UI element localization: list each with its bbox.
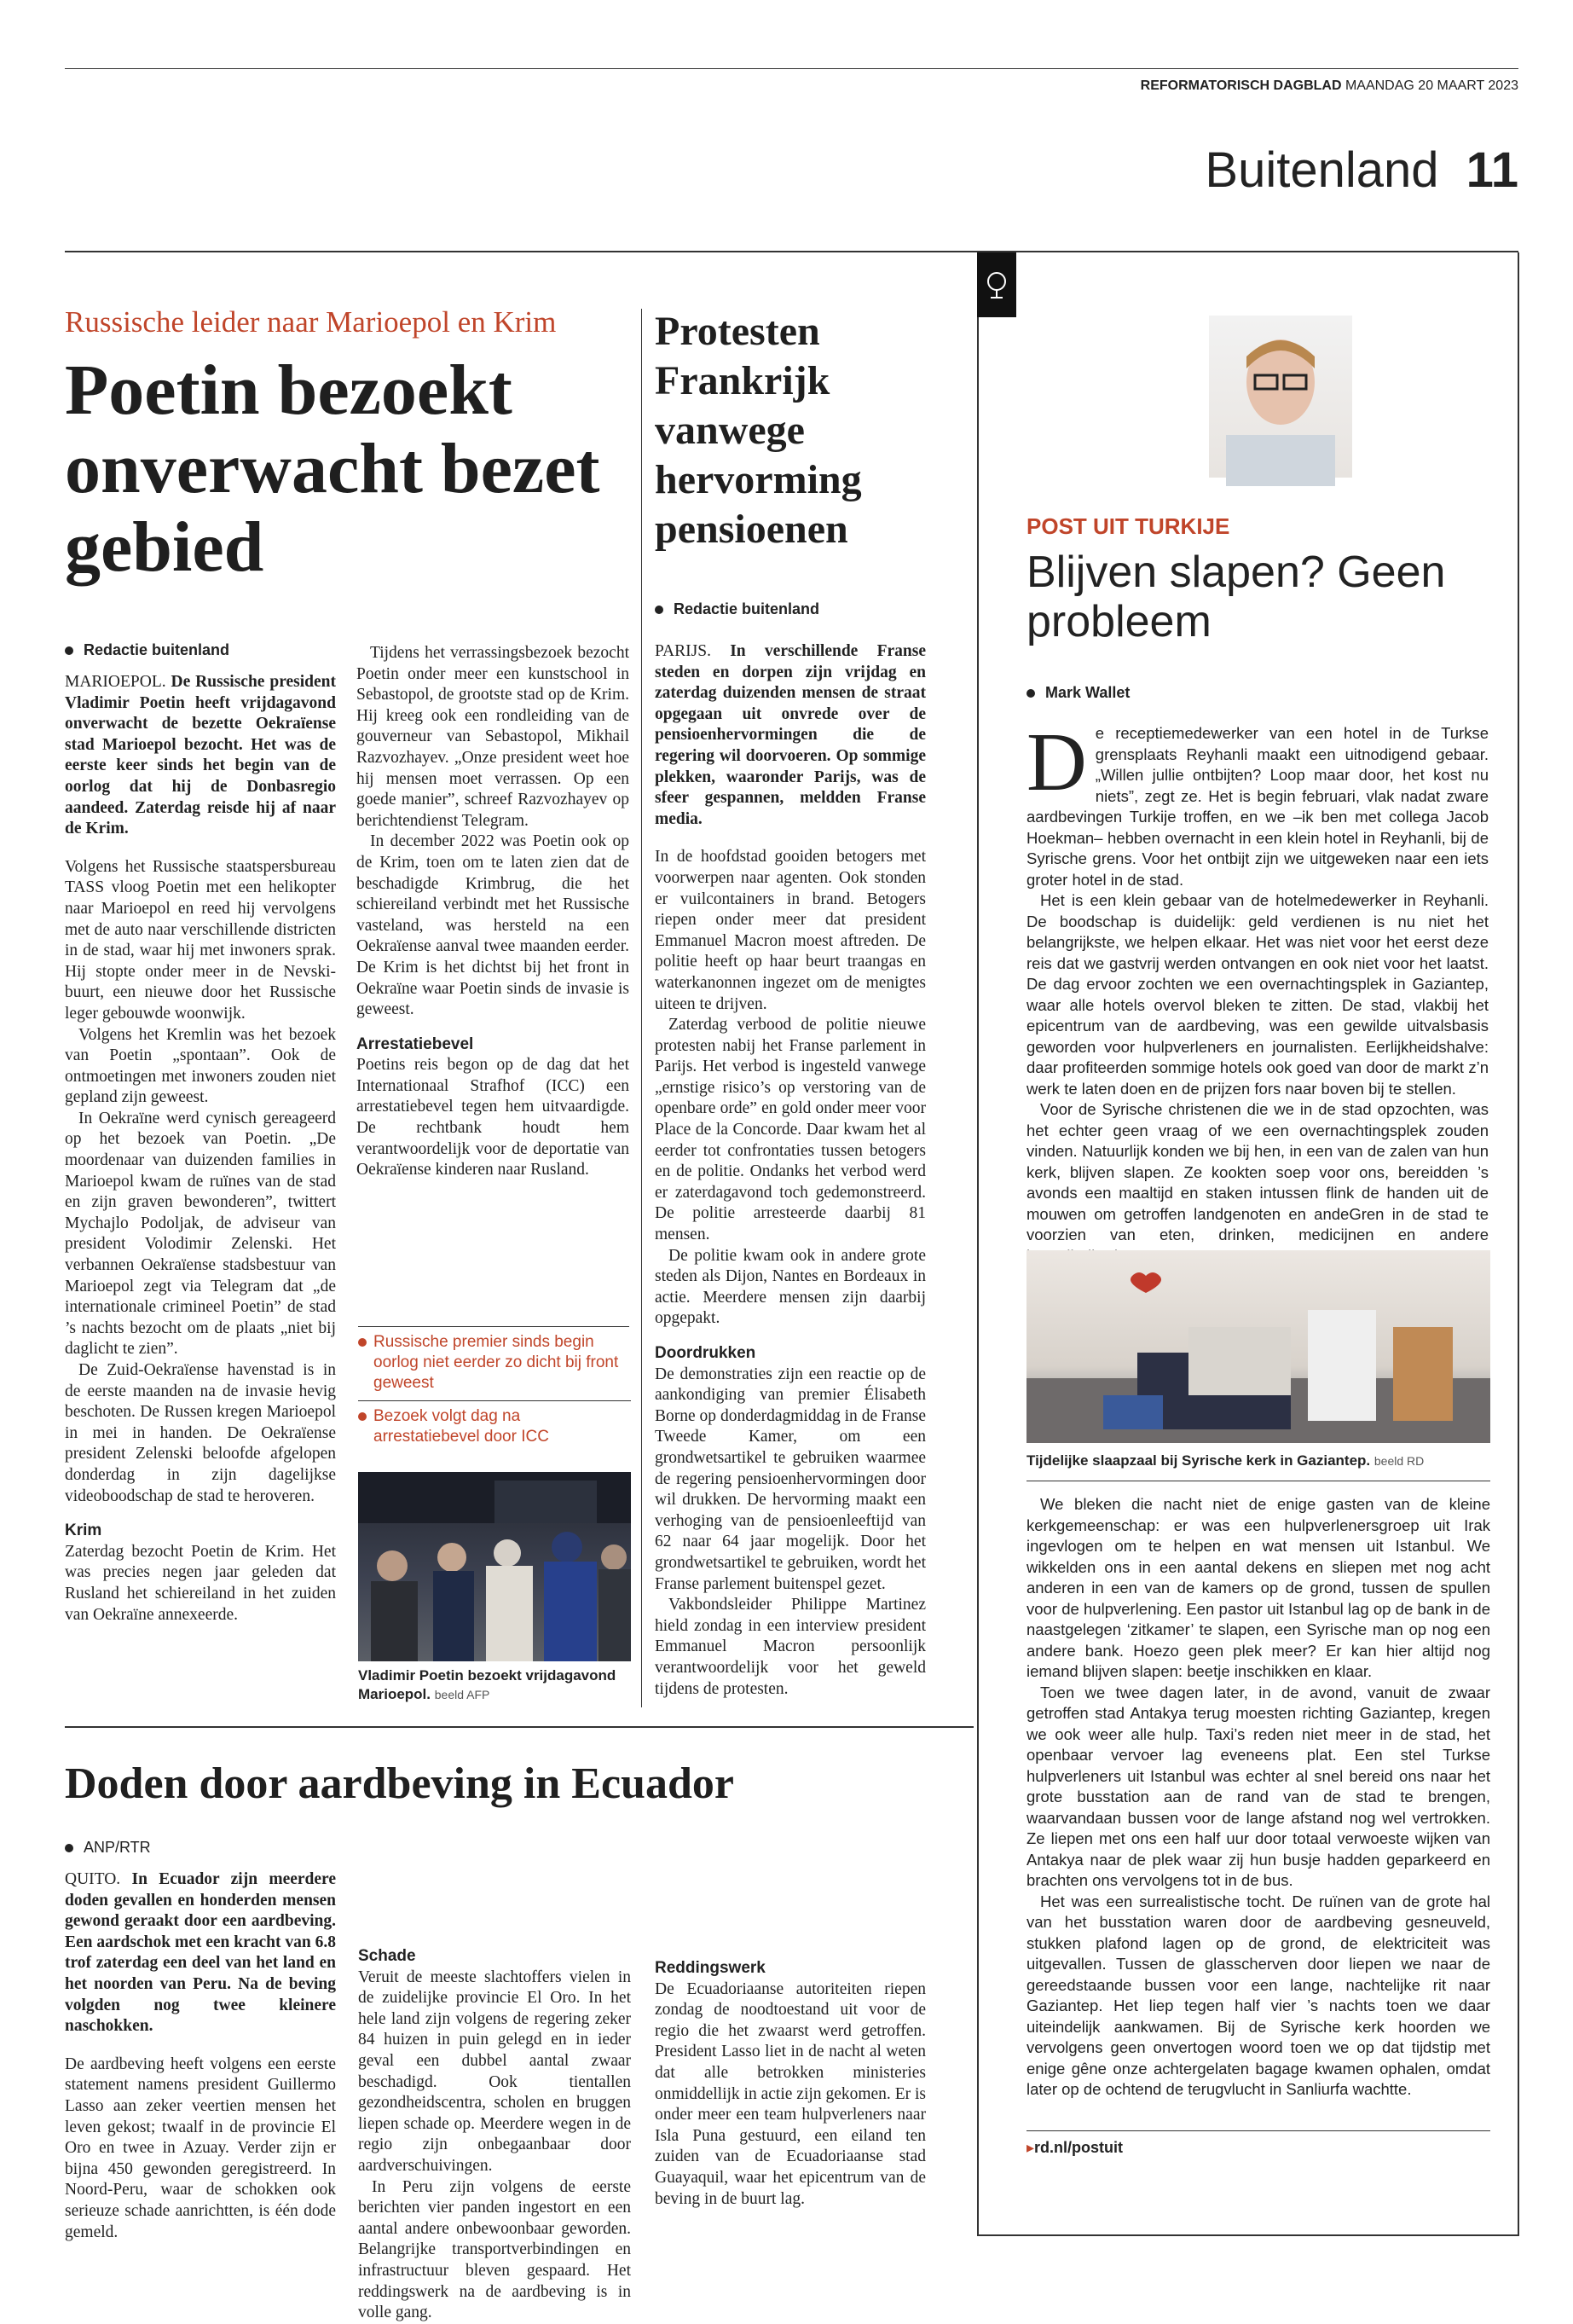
column-divider bbox=[641, 309, 642, 1707]
paper-name: REFORMATORISCH DAGBLAD bbox=[1140, 78, 1342, 93]
poetin-p5: Zaterdag bezocht Poetin de Krim. Het was precies negen jaar geleden dat Rusland het schiereiland in het zuiden van Oekraïne annexeerde. bbox=[65, 1542, 336, 1624]
poetin-col1 bbox=[65, 672, 336, 1626]
author-portrait bbox=[1209, 316, 1352, 478]
column-p1: e receptiemedewerker van een hotel in de Turkse grensplaats Reyhanli maakt een uitnodigend gebaar. „Willen jullie ontbijten? Loop maar door, het kost nu niets”, zegt ze. Het is begin februari, vlak nadat zware aardbevingen Turkije troffen, en we –ik ben met collega Jacob Hoekman– hebben overnacht in een klein hotel in Reyhanli, bij de Syrische grens. Voor het ontbijt zijn we uitgeweken naar een iets groter hotel in de stad. bbox=[1026, 724, 1489, 889]
poetin-p4: De Zuid-Oekraïense havenstad is in de eerste maanden na de invasie hevig beschoten. De Russen kregen Marioepol in mei in handen. De Oekraïense president Zelenski beloofde afgelopen donderdag in zijn dagelijkse videoboodschap de stad te heroveren. bbox=[65, 1361, 336, 1505]
globe-icon bbox=[977, 252, 1016, 317]
page-number: 11 bbox=[1466, 142, 1518, 198]
ecuador-sub2: Reddingswerk bbox=[655, 1959, 766, 1977]
frankrijk-dateline: PARIJS. bbox=[655, 642, 711, 660]
poetin-byline bbox=[65, 641, 229, 659]
column-body-bottom bbox=[1026, 1494, 1490, 2101]
frankrijk-headline: Protesten Frankrijk vanwege hervorming pensioenen bbox=[655, 309, 862, 552]
link-rule bbox=[1026, 2130, 1490, 2131]
column-dropcap: D bbox=[1026, 716, 1087, 808]
ecuador-col2 bbox=[358, 1875, 631, 2324]
paper-date: MAANDAG 20 MAART 2023 bbox=[1345, 78, 1518, 93]
poetin-lead: De Russische president Vladimir Poetin heeft vrijdagavond onverwacht de bezette Oekraïense stad Marioepol bezocht. Het was de eerste keer sinds het begin van de oorlog dat hij de Donbasregio aandeed. Zaterdag reisde hij af naar de Krim. bbox=[65, 673, 336, 838]
poetin-p1: Volgens het Russische staatspersbureau TASS vloog Poetin met een helikopter naar Marioepol en reed hij vervolgens met de auto naar verschillende districten in de stad, waar hij met inwoners sprak. Hij stopte onder meer in de Nevski-buurt, een nieuwe door het Russische leger gebouwde woonwijk. bbox=[65, 857, 336, 1023]
poetin-headline: Poetin bezoekt onverwacht bezet gebied bbox=[65, 351, 600, 587]
poetin-caption bbox=[358, 1666, 631, 1704]
ecuador-byline-text: ANP/RTR bbox=[84, 1839, 151, 1856]
column-photo-scene bbox=[1026, 1250, 1490, 1443]
highlight-dot bbox=[358, 1412, 367, 1421]
column-byline-text: Mark Wallet bbox=[1045, 684, 1131, 701]
frankrijk-byline bbox=[655, 600, 819, 618]
poetin-p7: In december 2022 was Poetin ook op de Krim, toen om te laten zien dat de beschadigde Krimbrug, die het schiereiland verbindt met het Russische vasteland, was hersteld na een Oekraïense aanval twee maanden eerder. De Krim is het dichtst bij het front in Oekraïne waar Poetin sinds de invasie is geweest. bbox=[356, 832, 629, 1019]
highlight-text: Bezoek volgt dag na arrestatiebevel door ICC bbox=[373, 1407, 549, 1446]
frankrijk-p2: Zaterdag verbood de politie nieuwe protesten nabij het Franse parlement in Parijs. Het verbod is ingesteld vanwege „ernstige risico’s op verstoring van de openbare orde” en gold onder meer voor Place de la Concorde. Daar kwam het al eerder tot confrontaties tussen betogers en de politie. Ondanks het verbod werd er zaterdagavond toch gedemonstreerd. De politie arresteerde daarbij 81 mensen. bbox=[655, 1016, 926, 1244]
column-photo-credit: beeld RD bbox=[1373, 1454, 1425, 1468]
ecuador-headline: Doden door aardbeving in Ecuador bbox=[65, 1759, 734, 1808]
ecuador-p1: De aardbeving heeft volgens een eerste statement namens president Guillermo Lasso aan zeker veertien mensen het leven gekost; twaalf in de provincie El Oro en twee in Azuay. Verder zijn er bijna 450 gewonden geregistreerd. In Noord-Peru, waar de schokken ook serieuze schade aanrichtten, is één dode gemeld. bbox=[65, 2055, 336, 2241]
column-caption bbox=[1026, 1452, 1490, 1470]
frankrijk-p3: De politie kwam ook in andere grote steden als Dijon, Nantes en Bordeaux in actie. Meerdere mensen zijn daarbij opgepakt. bbox=[655, 1246, 926, 1328]
column-link-text[interactable]: rd.nl/postuit bbox=[1034, 2139, 1124, 2156]
poetin-caption-text: Vladimir Poetin bezoekt vrijdagavond Marioepol. bbox=[358, 1667, 616, 1702]
top-rule bbox=[65, 68, 1518, 69]
column-caption-text: Tijdelijke slaapzaal bij Syrische kerk in Gaziantep. bbox=[1026, 1452, 1371, 1469]
column-body-top bbox=[1026, 716, 1489, 1243]
poetin-p6: Tijdens het verrassingsbezoek bezocht Poetin onder meer een kunstschool in Sebastopol, de grootste stad op de Krim. Hij kreeg ook een rondleiding van de gouverneur van Sebastopol, Mikhail Razvozhayev. „Onze president weet hoe hij mensen moet verrassen. Op een goede manier”, schreef Razvozhayev op berichtendienst Telegram. bbox=[356, 644, 629, 830]
poetin-p2: Volgens het Kremlin was het bezoek van Poetin „spontaan”. Ook de ontmoetingen met inwoners zouden niet gepland zijn geweest. bbox=[65, 1025, 336, 1107]
ecuador-sub1: Schade bbox=[358, 1947, 416, 1965]
column-headline: Blijven slapen? Geen probleem bbox=[1026, 548, 1446, 646]
ecuador-p4: De Ecuadoriaanse autoriteiten riepen zondag de noodtoestand uit voor de regio die het zwaarst werd getroffen. President Lasso liet in de nacht al weten dat alle betrokken ministeries onmiddellijk in actie zijn gekomen. Er is onder meer een team hulpverleners naar Isla Puna gestuurd, een eiland ten zuiden van de Ecuadoriaanse stad Guayaquil, waar het epicentrum van de beving in de buurt lag. bbox=[655, 1979, 926, 2208]
poetin-dateline: MARIOEPOL. bbox=[65, 673, 166, 691]
highlight-item bbox=[358, 1332, 631, 1394]
section-name: Buitenland bbox=[1205, 142, 1439, 198]
arrow-right-icon: ▸ bbox=[1026, 2139, 1035, 2156]
ecuador-rule bbox=[65, 1726, 974, 1728]
ecuador-col3 bbox=[655, 1909, 926, 2210]
section-header bbox=[1205, 143, 1518, 198]
poetin-sub-krim: Krim bbox=[65, 1521, 102, 1540]
column-photo bbox=[1026, 1250, 1490, 1443]
author-photo bbox=[1209, 316, 1352, 478]
frankrijk-p5: Vakbondsleider Philippe Martinez hield zondag in een interview president Emmanuel Macron persoonlijk verantwoordelijk voor het geweld tijdens de protesten. bbox=[655, 1596, 926, 1698]
column-p2: Het is een klein gebaar van de hotelmedewerker in Reyhanli. De boodschap is duidelijk: geld verdienen is nu niet het belangrijkste, we helpen elkaar. Het was niet voor het eerst deze reis dat we gastvrij werden ontvangen en ook niet voor het laatst. De dag ervoor zochten we een overnachtingsplek in Gaziantep, waar alle hotels overvol bleken te zitten. De stad, vlakbij het epicentrum van de aardbeving, was een gewilde uitvalsbasis geworden voor hulpverleners en journalisten. Eerlijkheidshalve: daar profiteerden sommige hotels ook goed van door de markt z’n werk te laten doen en de prijzen fors naar boven bij te stellen. bbox=[1026, 891, 1489, 1098]
masthead-line bbox=[1141, 78, 1518, 94]
byline-dot bbox=[65, 1844, 73, 1852]
frankrijk-body bbox=[655, 641, 926, 1700]
highlight-item bbox=[358, 1400, 631, 1447]
ecuador-lead: In Ecuador zijn meerdere doden gevallen en honderden mensen gewond geraakt door een aardbeving. Een aardschok met een kracht van 6.8 trof zaterdag een deel van het land en het noorden van Peru. Na de beving volgden nog twee kleinere naschokken. bbox=[65, 1870, 337, 2036]
ecuador-p3: In Peru zijn volgens de eerste berichten vier panden ingestort en een aantal andere onbewoonbaar geworden. Belangrijke transportverbindingen en infrastructuur bleven gespaard. Het reddingswerk na de aardbeving is in volle gang. bbox=[358, 2177, 631, 2322]
highlights-rule-top bbox=[358, 1326, 629, 1327]
column-icon-box bbox=[977, 252, 1016, 317]
poetin-p8: Poetins reis begon op de dag dat het Internationaal Strafhof (ICC) een arrestatiebevel tegen hem uitvaardigde. De rechtbank houdt hem verantwoordelijk voor de deportatie van Oekraïense kinderen naar Rusland. bbox=[356, 1056, 629, 1179]
frankrijk-byline-text: Redactie buitenland bbox=[674, 600, 820, 617]
poetin-highlights bbox=[358, 1332, 631, 1447]
byline-dot bbox=[1026, 689, 1035, 698]
byline-dot bbox=[65, 646, 73, 655]
poetin-sub-arrest: Arrestatiebevel bbox=[356, 1034, 474, 1053]
column-byline bbox=[1026, 684, 1130, 702]
column-link[interactable] bbox=[1026, 2139, 1123, 2157]
poetin-photo-figures bbox=[358, 1472, 631, 1661]
poetin-col2 bbox=[356, 643, 629, 1181]
ecuador-dateline: QUITO. bbox=[65, 1870, 121, 1888]
highlight-text: Russische premier sinds begin oorlog niet eerder zo dicht bij front geweest bbox=[373, 1333, 619, 1392]
frankrijk-p1: In de hoofdstad gooiden betogers met voorwerpen naar agenten. Ook stonden er vuilcontainers in brand. Betogers riepen onder meer dat president Emmanuel Macron moest aftreden. De politie heeft op haar beurt traangas en waterkanonnen ingezet om de menigtes uiteen te drijven. bbox=[655, 848, 926, 1013]
byline-dot bbox=[655, 606, 663, 614]
frankrijk-lead: In verschillende Franse steden en dorpen zijn vrijdag en zaterdag duizenden mensen de straat opgegaan uit onvrede over de pensioenhervormingen die de regering wil doorvoeren. Op sommige plekken, waaronder Parijs, was de sfeer gespannen, meldden Franse media. bbox=[655, 642, 926, 828]
ecuador-p2: Veruit de meeste slachtoffers vielen in de zuidelijke provincie El Oro. In het hele land zijn volgens de regering zeker 84 huizen in puin gelegd en in ieder geval een dubbel aantal zwaar beschadigd. Ook tientallen gezondheidscentra, scholen en bruggen liepen schade op. Meerdere wegen in de regio zijn onbegaanbaar door aardverschuivingen. bbox=[358, 1968, 631, 2175]
poetin-p3: In Oekraïne werd cynisch gereageerd op het bezoek van Poetin. „De moordenaar van duizenden families in Marioepol kwam de ruïnes van de stad en zijn graven bewonderen”, twittert Mychajlo Podoljak, de adviseur van president Volodimir Zelenski. Het verbannen Oekraïense stadsbestuur van Marioepol zegt via Telegram dat „de internationale crimineel Poetin” de stad ’s nachts bezocht om de plaats „niet bij daglicht te zien”. bbox=[65, 1109, 336, 1359]
column-p6: Het was een surrealistische tocht. De ruïnen van de grote hal van het busstation waren door de aardbeving gesneuveld, stukken plafond lagen op de grond, de elektriciteit was uitgevallen. Tussen de glasscherven door liepen we naar de gereedstaande bussen voor een lange, nachtelijke rit naar Gaziantep. Het liep tegen half vier ’s nachts toen we daar uiteindelijk aankwamen. Bij de Syrische kerk hoorden we vervolgens geen onvertogen woord toen we op dat tijdstip met enige gêne onze achtergelaten bagage kwamen ophalen, omdat later op de ochtend de terugvlucht in Sanliurfa wachtte. bbox=[1026, 1892, 1490, 2098]
highlight-dot bbox=[358, 1338, 367, 1347]
poetin-byline-text: Redactie buitenland bbox=[84, 641, 230, 658]
column-p5: Toen we twee dagen later, in de avond, vanuit de zwaar getroffen stad Antakya terug moesten richting Gaziantep, kregen we ook weer alle hulp. Taxi’s reden niet meer in de stad, het openbaar vervoer lag eveneens plat. Een stel Turkse hulpverleners uit Istanbul was echter al snel bereid ons naar het grote busstation aan de rand van de stad te brengen, waarvandaan bussen voor de lange afstand nog wel vertrokken. Ze liepen met ons een half uur door totaal verwoeste wijken van Antakya naar de plek waar zij hun busje hadden geparkeerd en brachten ons vervolgens tot in de bus. bbox=[1026, 1683, 1490, 1889]
ecuador-col1 bbox=[65, 1869, 336, 2243]
frankrijk-sub: Doordrukken bbox=[655, 1344, 756, 1362]
column-label: POST UIT TURKIJE bbox=[1026, 513, 1230, 539]
frankrijk-p4: De demonstraties zijn een reactie op de aankondiging van premier Élisabeth Borne op donderdagmiddag in de Franse Tweede Kamer, om een grondwetsartikel te gebruiken waarmee de regering pensioenhervormingen door wil drukken. De hervorming maakt een verhoging van de pensioenleeftijd van 62 naar 64 jaar mogelijk. Door het grondwetsartikel te gebruiken, wordt het Franse parlement buitenspel gezet. bbox=[655, 1365, 926, 1593]
column-p3: Voor de Syrische christenen die we in de stad opzochten, was het echter geen vraag of we een overnachtingsplek zouden vinden. Natuurlijk konden we bij hen, in een van de zalen van hun kerk, blijven slapen. Ze kookten soep voor ons, bereidden ’s avonds een maaltijd en staken intussen flink de handen uit de mouwen om getroffen landgenoten en andeGren in de stad te voorzien van eten, drinken, medicijnen en andere bbox=[1026, 1100, 1489, 1243]
poetin-photo-credit: beeld AFP bbox=[434, 1688, 490, 1701]
poetin-kicker: Russische leider naar Marioepol en Krim bbox=[65, 305, 557, 339]
ecuador-byline bbox=[65, 1839, 151, 1857]
column-p4: We bleken die nacht niet de enige gasten van de kleine kerkgemeenschap: er was een hulpverlenersgroep uit Irak ingevlogen om te helpen en wat mensen uit Istanbul. We wikkelden ons in een aantal dekens en sliepen met nog acht anderen in een van de kamers op de grond, tussen de spullen voor de hulpverlening. Een pastor uit Istanbul lag op de bank in de naastgelegen ‘zitkamer’ te slapen, een Syrische man op nog een andere bank. Hoezo geen plek meer? Er kan hier altijd nog iemand blijven slapen: beetje inschikken en klaar. bbox=[1026, 1495, 1490, 1680]
poetin-photo bbox=[358, 1472, 631, 1661]
